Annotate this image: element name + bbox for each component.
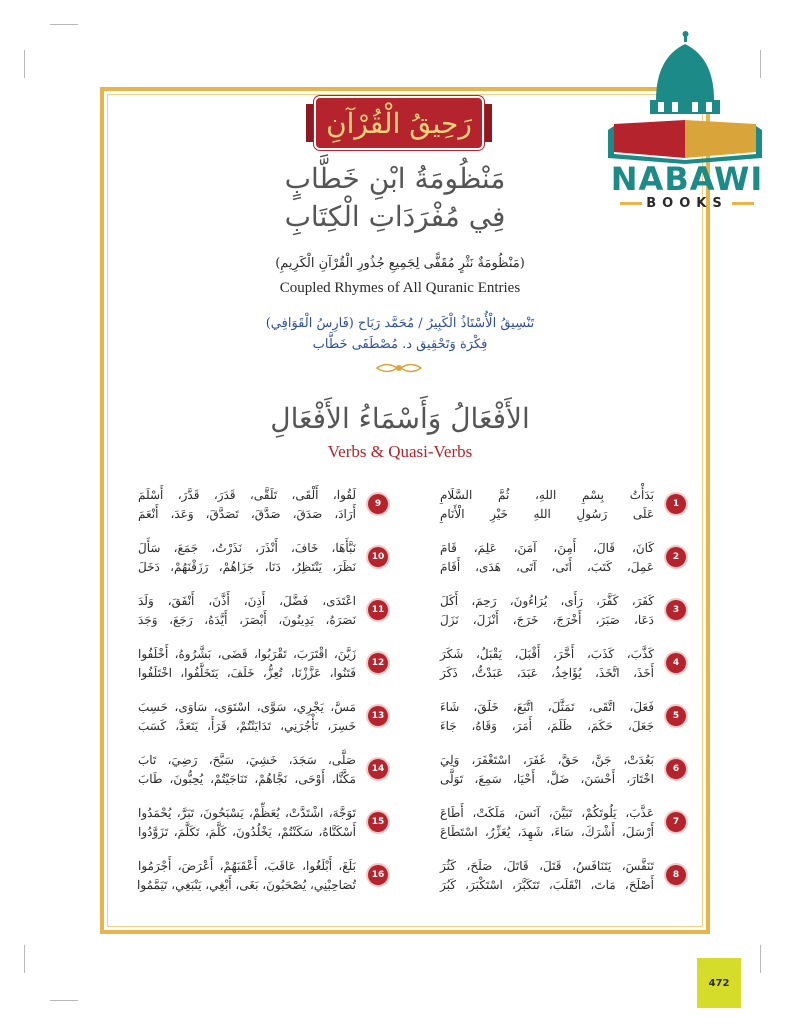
crop-mark — [50, 24, 78, 25]
entry-number-badge: 9 — [368, 494, 388, 514]
verse-line: اخْتَارَ، أَحْسَنَ، ضَلَّ، أَحْيَا، سَمِعَ، تَوَلَّى — [440, 772, 654, 786]
verse-line: نَصَرَهُ، يَدِينُونَ، أَبْصَرَ، أَيَّدَهُ، رَجَعَ، وَجَدَ — [138, 613, 356, 627]
verse-line: كَانَ، قَالَ، أَمِنَ، آمَنَ، عَلِمَ، قَامَ — [440, 541, 654, 555]
logo-subtitle — [594, 196, 780, 211]
verse-line: تَوَجَّهَ، اشْتَدَّتْ، يُعَظِّمْ، يَسْبَحُونَ، تَبَرَّ، يُحْمَدُوا — [138, 806, 356, 820]
entry-number-badge: 15 — [368, 812, 388, 832]
verse-line: زَيَّنَ، اقْتَرَبَ، تَقْرَبُوا، قَضَى، بَشَّرُوهُ، أَخْلَفُوا — [138, 647, 356, 661]
verse-line: أَسْكَنَّاهُ، سَكَنْتُمْ، يَخْلُدُونَ، كَلَّمَ، تَكَلَّمَ، تَزَوَّدُوا — [138, 825, 356, 839]
logo-sub-text: BOOKS — [646, 196, 728, 211]
verse-line: جَعَلَ، حَكَمَ، ظَلَمَ، أَمَرَ، وَقَاهُ، جَاءَ — [440, 719, 654, 733]
entry-number-badge: 8 — [666, 865, 686, 885]
verse-line: مَكَّنَّا، أَوْحَى، نَجَّاهُمْ، تَنَاجَيْتُمْ، يُحِبُّونَ، طَابَ — [138, 772, 356, 786]
entry-number-badge: 16 — [368, 865, 388, 885]
book-title-line2: فِي مُفْرَدَاتِ الْكِتَابِ — [284, 200, 506, 233]
crop-mark — [24, 945, 25, 973]
entry-number-badge: 5 — [666, 706, 686, 726]
verse-line: اعْتَدَى، فَضَّلَ، أَذِنَ، أَذَّنَ، أَنْفَقَ، وَلَدَ — [138, 594, 356, 608]
verse-line: تَنَفَّسَ، يَتَنَافَسُ، قَتَلَ، قَاتَلَ، صَلَحَ، كَثُرَ — [440, 859, 654, 873]
verse-line: فَعَلَ، اتَّقَى، تَمَثَّلَ، اتَّبَعَ، خَلَقَ، شَاءَ — [440, 700, 654, 714]
verse-line: كَذَّبَ، كَذَبَ، أَخَّرَ، أَقْبَلَ، يَقْبَلُ، شَكَرَ — [440, 647, 654, 661]
logo-dash — [732, 202, 754, 205]
entry-number-badge: 6 — [666, 759, 686, 779]
entry-number-badge: 7 — [666, 812, 686, 832]
verse-line: أَخَذَ، اتَّخَذَ، يُؤَاخِذُ، عَبَدَ، عَبَدْتُّ، ذَكَرَ — [440, 666, 654, 680]
verse-line: نَبَّأَهَا، خَافَ، أَنْذَرَ، نَذَرْتُ، جَمَعَ، سَأَلَ — [138, 541, 356, 555]
entry-number-badge: 11 — [368, 600, 388, 620]
verse-line: أَرَادَ، صَدَقَ، صَدَّقَ، تَصَدَّقَ، وَعَدَ، أَنْعَمَ — [138, 507, 356, 521]
entry-number-badge: 4 — [666, 653, 686, 673]
series-title: رَحِيقُ الْقُرْآنِ — [326, 106, 472, 140]
section-title-english: Verbs & Quasi-Verbs — [327, 442, 473, 461]
verse-line: أَرْسَلَ، أَشْرَكَ، سَاءَ، شَهِدَ، يُعَزِّرُ، اسْتَطَاعَ — [440, 825, 654, 839]
description-arabic: (مَنْظُومَةٌ نَثْرٍ مُقَفًّى لِجَمِيعِ جُذُورِ الْقُرْآنِ الْكَرِيمِ) — [275, 256, 525, 271]
verse-line: عَلَى رَسُولِ اللهِ خَيْرِ الْأَنَامِ — [440, 507, 654, 521]
entry-number-badge: 2 — [666, 547, 686, 567]
verse-line: أَصْلَحَ، مَاتَ، انْقَلَبَ، تَتَكَبَّرَ، اسْتَكْبَرَ، كَبُرَ — [440, 878, 654, 892]
verse-line: تُصَاحِبْنِي، يُصْحَبُونَ، بَغَى، أَبْغِي، يَنْبَغِي، تَيَمَّمُوا — [137, 878, 356, 892]
logo-dash — [620, 202, 642, 205]
verse-line: نَظَرَ، يَنْتَظِرُ، دَنَا، جَزَاهُمْ، رَزَقْنَهُمْ، دَخَلَ — [138, 560, 356, 574]
page-number: 472 — [697, 958, 741, 1008]
verse-line: خَسِرَ، تَأْجُرَنِي، تَدَايَنْتُمْ، قَرَأَ، يَتَعَدَّ، كَسَبَ — [138, 719, 356, 733]
verse-line: بَلَغَ، أَبْلَغُوا، عَاقَبَ، أَعْقَبَهُمْ، أَعْرَضَ، أَجْرَمُوا — [138, 859, 356, 873]
description-english: Coupled Rhymes of All Quranic Entries — [279, 280, 521, 296]
entry-number-badge: 14 — [368, 759, 388, 779]
entry-number-badge: 10 — [368, 547, 388, 567]
verse-line: فَتَنُوا، عَزَّزْنَا، تُعِزُّ، خَلَفَ، يَتَخَلَّفُوا، اخْتَلَفُوا — [138, 666, 356, 680]
entry-number-badge: 12 — [368, 653, 388, 673]
verse-line: لَقُوا، أَلْقَى، تَلَقَّى، قَدَرَ، قَدَّرَ، أَسْلَمَ — [138, 488, 356, 502]
crop-mark — [24, 50, 25, 78]
entry-number-badge: 1 — [666, 494, 686, 514]
verse-line: بَدَأْتُ بِسْمِ اللهِ، ثُمَّ السَّلَامِ — [440, 488, 654, 502]
crop-mark — [760, 945, 761, 973]
verse-line: كَفَرَ، كَفَّرَ، رَأَى، يُرَاءُونَ، رَحِمَ، أَكَلَ — [440, 594, 654, 608]
crop-mark — [50, 1000, 78, 1001]
ornament-icon — [375, 360, 423, 376]
verse-line: عَذَّبَ، يَلُوتَكُمْ، تَبَيَّنَ، آنَسَ، مَلَكَتْ، أَطَاعَ — [440, 806, 654, 820]
verse-line: دَعَا، صَبَرَ، أَخْرَجَ، خَرَجَ، أَنْزَلَ، نَزَلَ — [440, 613, 654, 627]
verse-line: بَعُدَتْ، جَنَّ، حَقَّ، غَفَرَ، اسْتَغْفَرَ، وَلِيَ — [440, 753, 654, 767]
entry-number-badge: 13 — [368, 706, 388, 726]
logo-wordmark: NABAWI — [610, 160, 764, 198]
section-title-arabic: الأَفْعَالُ وَأَسْمَاءُ الأَفْعَالِ — [270, 402, 530, 435]
verse-line: مَسَّ، يَجْرِي، سَوَّى، اسْتَوَى، سَاوَى، حَسِبَ — [138, 700, 356, 714]
credit-line-2: فِكْرَة وَتَحْقِيق د. مُصْطَفَى خَطَّاب — [312, 337, 488, 352]
series-banner — [316, 98, 482, 148]
credit-line-1: تَنْسِيقُ الْأُسْتَاذُ الْكَبِيرُ / مُحَمَّد رَبَاح (فَارِسُ الْقَوَافِي) — [265, 316, 535, 331]
book-title-line1: مَنْظُومَةُ ابْنِ خَطَّابٍ — [284, 162, 506, 195]
verse-line: عَمِلَ، كَتَبَ، أَتَى، آتَى، هَدَى، أَقَامَ — [440, 560, 654, 574]
verse-line: صَلَّى، سَجَدَ، خَشِيَ، سَبَّحَ، رَضِيَ، تَابَ — [138, 753, 356, 767]
entry-number-badge: 3 — [666, 600, 686, 620]
